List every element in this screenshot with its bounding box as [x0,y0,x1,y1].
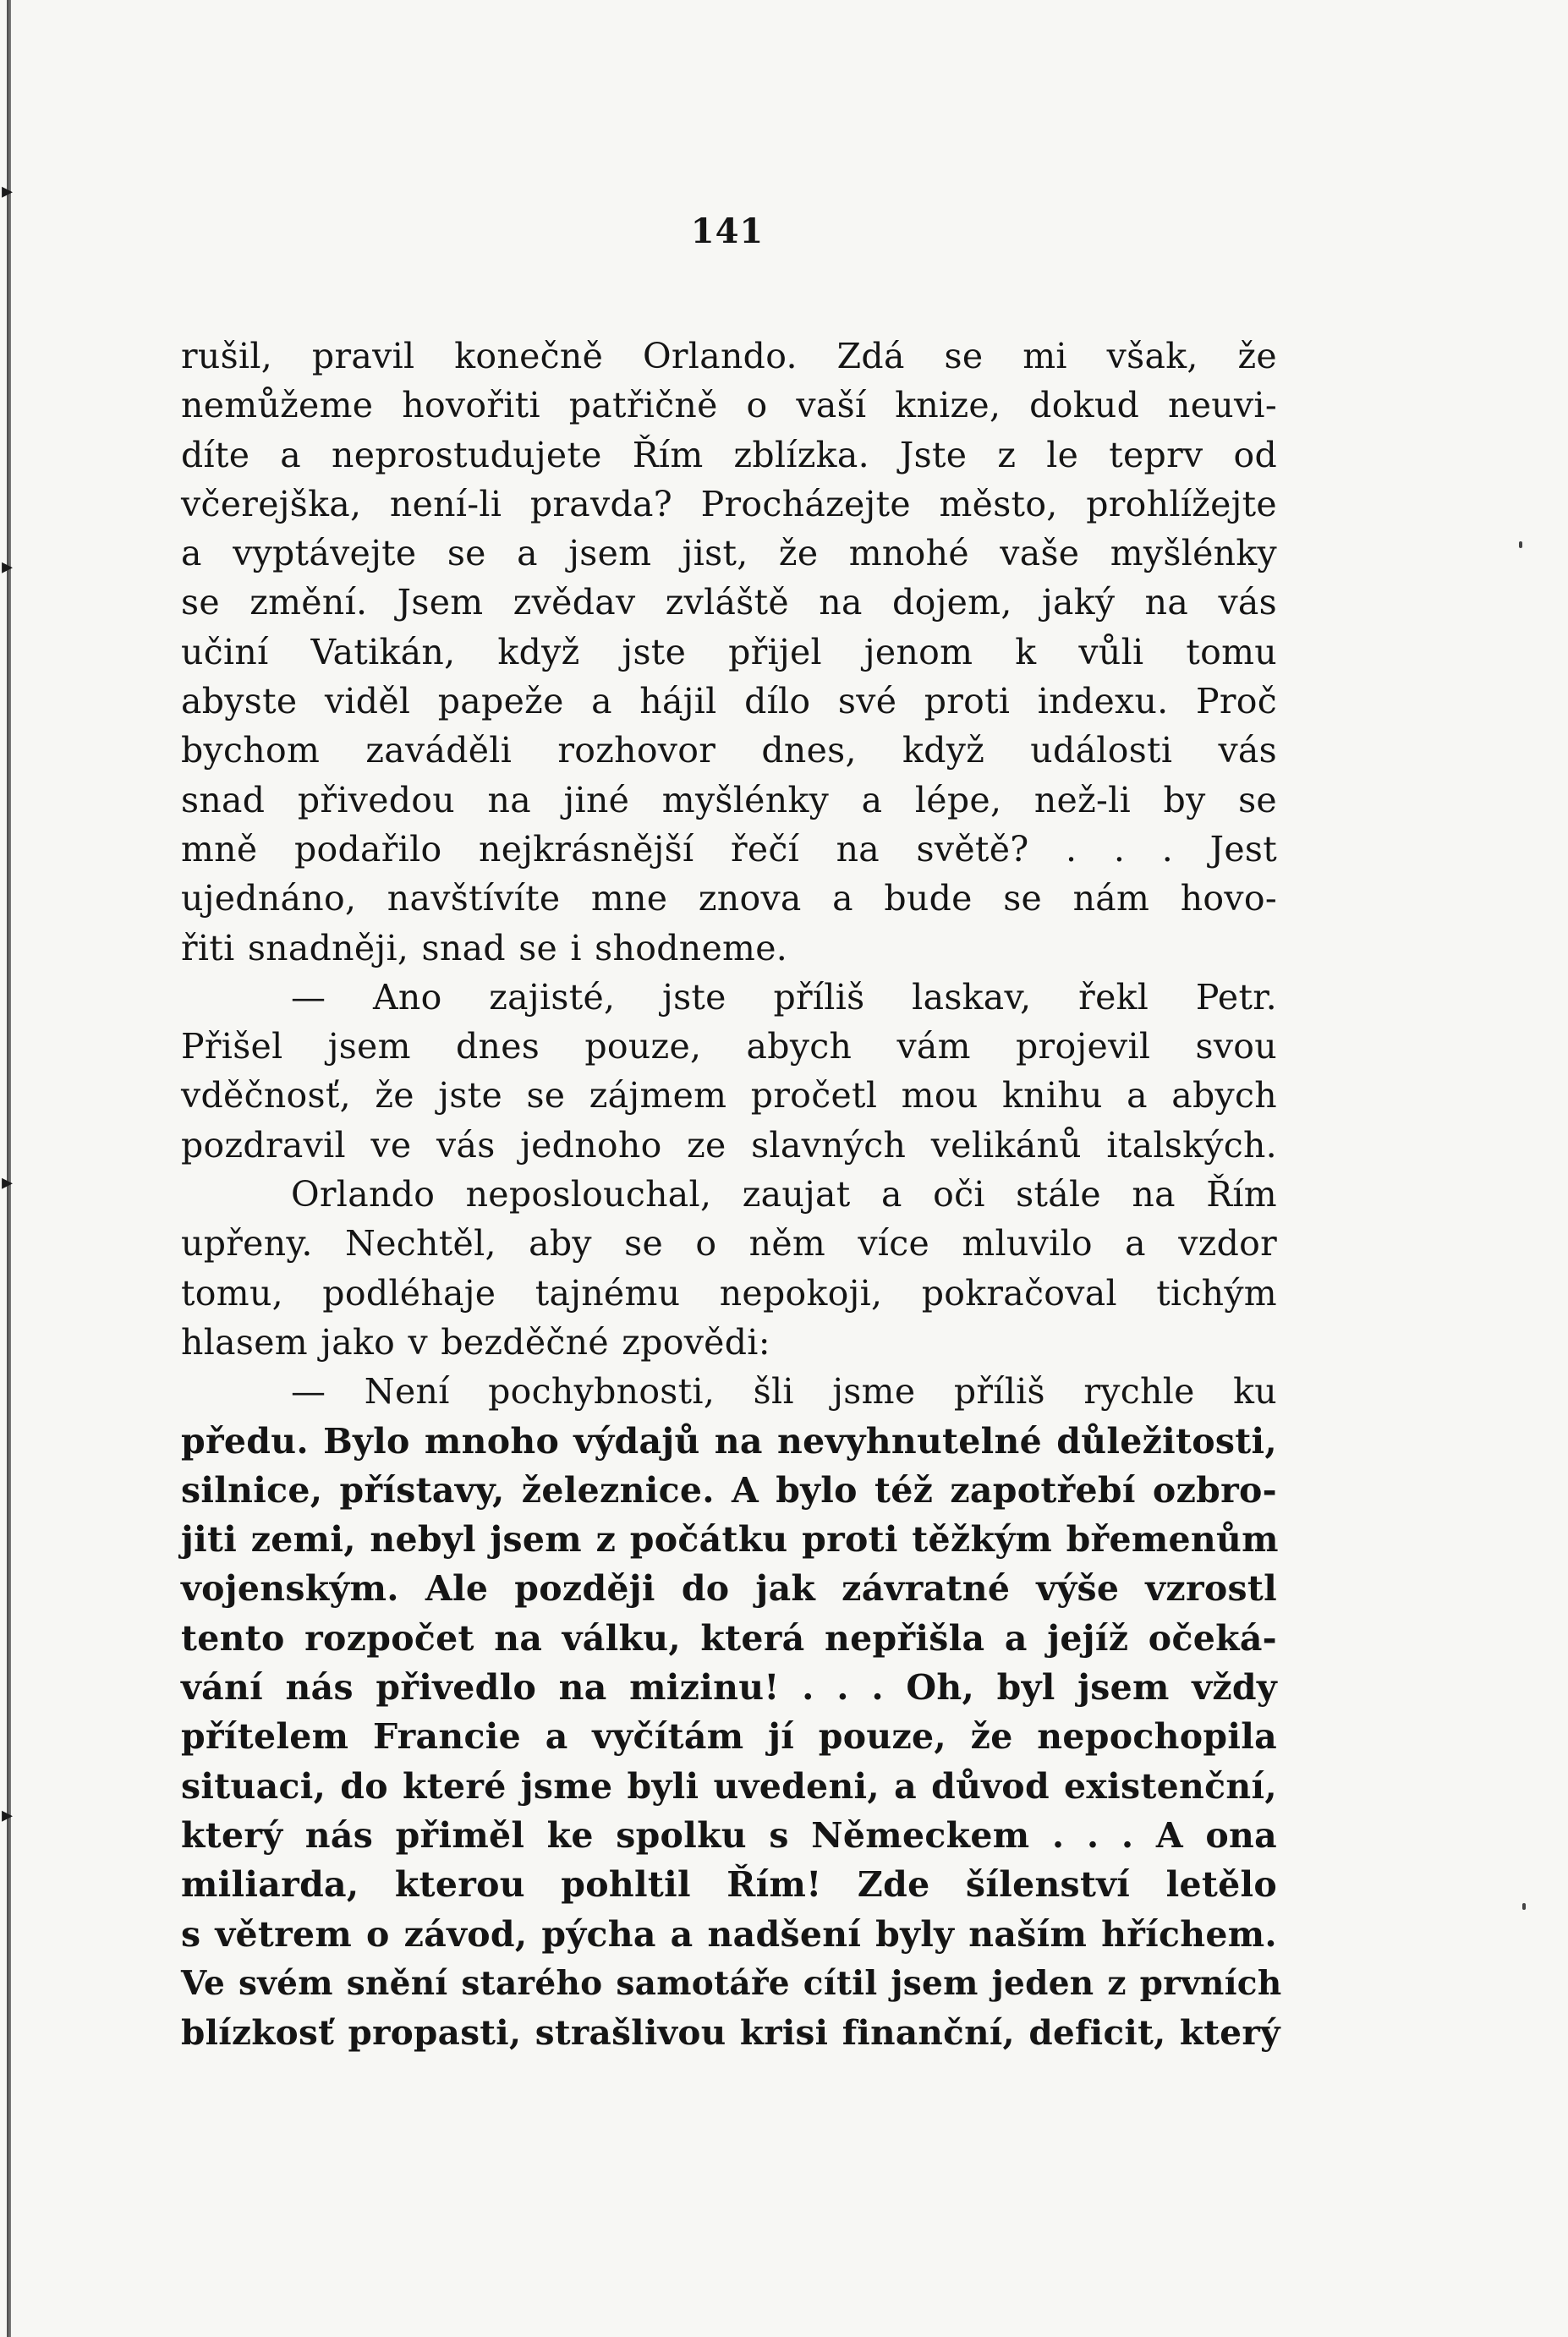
text-line: a vyptávejte se a jsem jist, že mnohé vaše myšlénky [181,533,1277,574]
text-line: abyste viděl papeže a hájil dílo své proti indexu. Proč [181,681,1277,722]
text-line: Ve svém snění starého samotáře cítil jsem jeden z prvních [181,1963,1282,2003]
text-line: díte a neprostudujete Řím zblízka. Jste z le teprv od [181,434,1277,475]
text-line: snad přivedou na jiné myšlénky a lépe, než-li by se [181,779,1277,820]
text-line: učiní Vatikán, když jste přijel jenom k vůli tomu [181,631,1277,672]
text-line: — Není pochybnosti, šli jsme příliš rychle ku [291,1371,1277,1413]
text-line: včerejška, není-li pravda? Procházejte město, prohlížejte [181,483,1277,524]
text-line: přítelem Francie a vyčítám jí pouze, že nepochopila [181,1716,1277,1758]
text-line: vděčnosť, že jste se zájmem pročetl mou knihu a abych [181,1075,1277,1116]
text-line: tento rozpočet na válku, která nepřišla a jejíž očeká- [181,1617,1277,1659]
text-line: se změní. Jsem zvědav zvláště na dojem, jaký na vás [181,582,1277,623]
text-line: vojenským. Ale později do jak závratné výše vzrostl [181,1568,1277,1610]
text-line: nemůžeme hovořiti patřičně o vaší knize, dokud neuvi- [181,385,1277,426]
text-line: ujednáno, navštívíte mne znova a bude se nám hovo- [181,878,1277,919]
text-line: tomu, podléhaje tajnému nepokoji, pokračoval tichým [181,1272,1277,1314]
binding-mark: ▸ [2,554,14,579]
text-line: jiti zemi, nebyl jsem z počátku proti těžkým břemenům [181,1519,1279,1561]
text-line: Orlando neposlouchal, zaujat a oči stále na Řím [291,1174,1277,1215]
text-line: mně podařilo nejkrásnější řečí na světě? . . . Jest [181,828,1277,870]
binding-mark: ▸ [2,1802,14,1828]
text-line: — Ano zajisté, jste příliš laskav, řekl Petr. [291,976,1277,1018]
binding-edge [7,0,11,2337]
text-line: předu. Bylo mnoho výdajů na nevyhnutelné důležitosti, [181,1420,1277,1462]
body-text [181,332,1282,2057]
text-line: řiti snadněji, snad se i shodneme. [181,927,788,968]
text-line: upřeny. Nechtěl, aby se o něm více mluvilo a vzdor [181,1223,1277,1265]
text-line: Přišel jsem dnes pouze, abych vám projevil svou [181,1026,1277,1067]
print-speck [1522,1903,1526,1910]
text-line: blízkosť propasti, strašlivou krisi finanční, deficit, který [181,2012,1280,2054]
text-line: hlasem jako v bezděčné zpovědi: [181,1321,770,1363]
text-line: situaci, do které jsme byli uvedeni, a důvod existenční, [181,1765,1277,1807]
binding-mark: ▸ [2,1170,14,1195]
text-line: vání nás přivedlo na mizinu! . . . Oh, byl jsem vždy [181,1667,1277,1709]
text-line: bychom zaváděli rozhovor dnes, když události vás [181,730,1277,771]
text-line: rušil, pravil konečně Orlando. Zdá se mi však, že [181,336,1277,376]
page-number: 141 [690,211,765,251]
binding-mark: ▸ [2,178,14,204]
text-line: miliarda, kterou pohltil Řím! Zde šílenství letělo [181,1864,1277,1906]
text-line: pozdravil ve vás jednoho ze slavných velikánů italských. [181,1124,1277,1166]
text-line: s větrem o závod, pýcha a nadšení byly naším hříchem. [181,1913,1277,1955]
text-line: který nás přiměl ke spolku s Německem . . . A ona [181,1814,1277,1856]
print-speck [1519,541,1522,548]
text-line: silnice, přístavy, železnice. A bylo též zapotřebí ozbro- [181,1469,1277,1511]
